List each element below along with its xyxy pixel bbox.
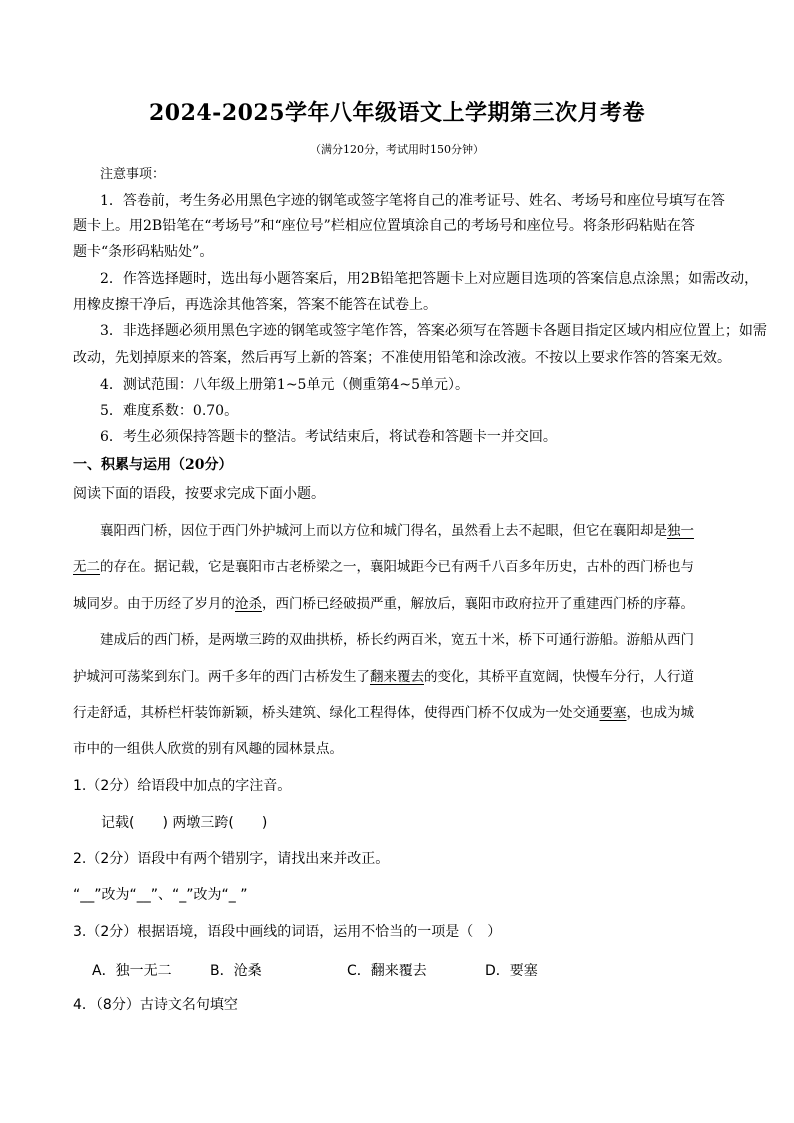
passage-line bbox=[73, 522, 694, 540]
notice-line: 3．非选择题必须用黑色字迹的钢笔或签字笔作答，答案必须写在答题卡各题目指定区域内相应位置上；如需 bbox=[100, 323, 767, 339]
question-2: 2.（2分）语段中有两个错别字，请找出来并改正。 bbox=[73, 851, 390, 867]
passage-line bbox=[73, 668, 694, 686]
section-intro: 阅读下面的语段，按要求完成下面小题。 bbox=[73, 486, 325, 502]
notice-line: 4．测试范围：八年级上册第1~5单元（侧重第4~5单元）。 bbox=[100, 377, 469, 393]
option-c: C．翻来覆去 bbox=[347, 963, 427, 979]
option-d: D．要塞 bbox=[485, 963, 538, 979]
passage-text: ，也成为城 bbox=[626, 705, 694, 721]
page-title: 2024-2025学年八年级语文上学期第三次月考卷 bbox=[148, 100, 646, 126]
notice-line: 改动，先划掉原来的答案，然后再写上新的答案；不准使用铅笔和涂改液。不按以上要求作答的答案无效。 bbox=[73, 350, 731, 366]
question-4: 4．（8分）古诗文名句填空 bbox=[73, 997, 238, 1013]
passage-text: 的变化，其桥平直宽阔，快慢车分行，人行道 bbox=[424, 669, 694, 685]
passage-line bbox=[73, 704, 694, 722]
passage-line: 市中的一组供人欣赏的别有风趣的园林景点。 bbox=[73, 741, 343, 757]
passage-line: 建成后的西门桥，是两墩三跨的双曲拱桥，桥长约两百米，宽五十米，桥下可通行游船。游船从西门 bbox=[73, 632, 694, 648]
underlined-word: 翻来覆去 bbox=[370, 669, 424, 685]
notice-heading: 注意事项： bbox=[100, 167, 166, 182]
passage-text: 城同岁。由于历经了岁月的 bbox=[73, 596, 235, 612]
underlined-word: 独一 bbox=[667, 523, 694, 539]
question-3: 3.（2分）根据语境，语段中画线的词语，运用不恰当的一项是（ ） bbox=[73, 924, 502, 940]
option-a: A．独一无二 bbox=[92, 963, 172, 979]
passage-text: 行走舒适，其桥栏杆装饰新颖，桥头建筑、绿化工程得体，使得西门桥不仅成为一处交通 bbox=[73, 705, 600, 721]
notice-line: 5．难度系数：0.70。 bbox=[100, 403, 239, 419]
underlined-word: 沧杀 bbox=[235, 596, 262, 612]
underlined-word: 无二 bbox=[73, 559, 100, 575]
section-heading: 一、积累与运用（20分） bbox=[73, 457, 233, 473]
passage-text: 襄阳西门桥，因位于西门外护城河上而以方位和城门得名，虽然看上去不起眼，但它在襄阳却是 bbox=[73, 523, 667, 539]
underlined-word: 要塞 bbox=[599, 705, 627, 721]
passage-text: 的存在。据记载，它是襄阳市古老桥梁之一，襄阳城距今已有两千八百多年历史，古朴的西门桥也与 bbox=[100, 559, 694, 575]
notice-line: 1．答卷前，考生务必用黑色字迹的钢笔或签字笔将自己的准考证号、姓名、考场号和座位号填写在答 bbox=[100, 193, 725, 209]
notice-line: 6．考生必须保持答题卡的整洁。考试结束后，将试卷和答题卡一并交回。 bbox=[100, 429, 557, 445]
notice-line: 题卡上。用2B铅笔在“考场号”和“座位号”栏相应位置填涂自己的考场号和座位号。将条形码粘贴在答 bbox=[73, 218, 695, 234]
passage-line bbox=[73, 558, 694, 576]
question-2-answer: “__”改为“__”、“_”改为“_ ” bbox=[73, 887, 248, 903]
notice-line: 题卡“条形码粘贴处”。 bbox=[73, 244, 214, 260]
page-subtitle: （满分120分，考试用时150分钟） bbox=[310, 143, 484, 156]
passage-line bbox=[73, 595, 694, 613]
option-b: B．沧桑 bbox=[210, 963, 262, 979]
passage-text: ，西门桥已经破损严重，解放后，襄阳市政府拉开了重建西门桥的序幕。 bbox=[262, 596, 694, 612]
question-1-answer: 记载( ) 两墩三跨( ) bbox=[73, 815, 268, 831]
notice-line: 用橡皮擦干净后，再选涂其他答案，答案不能答在试卷上。 bbox=[73, 297, 437, 313]
passage-text: 护城河可荡桨到东门。两千多年的西门古桥发生了 bbox=[73, 669, 370, 685]
question-1: 1.（2分）给语段中加点的字注音。 bbox=[73, 778, 292, 794]
notice-line: 2．作答选择题时，选出每小题答案后，用2B铅笔把答题卡上对应题目选项的答案信息点涂黑；如需改动， bbox=[100, 271, 759, 287]
